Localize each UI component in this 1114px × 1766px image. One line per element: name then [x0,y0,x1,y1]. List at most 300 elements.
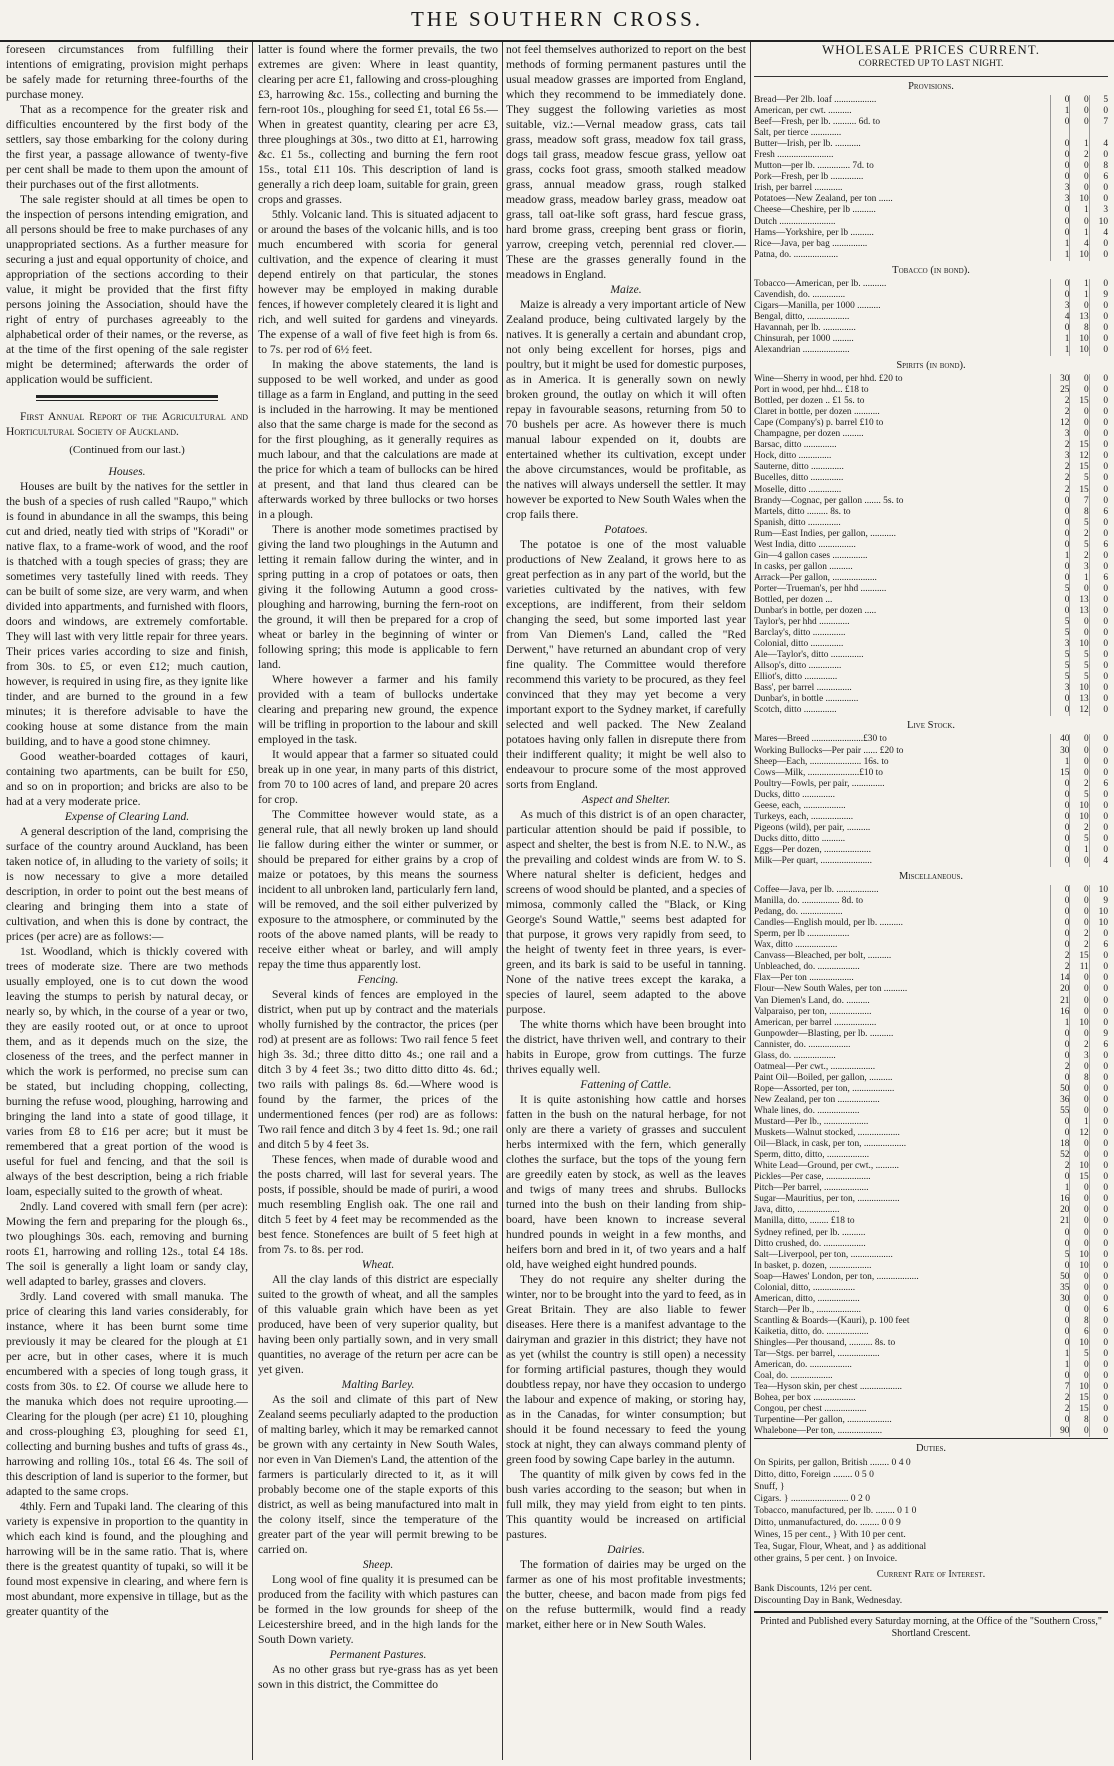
price-row [754,396,1108,407]
price-row [754,639,1108,650]
price-pounds: 0 [1051,1029,1070,1040]
price-item: Gin—4 gallon cases ............... [754,550,868,561]
price-row [754,250,1108,261]
price-pounds: 1 [1051,1018,1070,1029]
price-pounds: 16 [1051,1007,1070,1018]
price-pounds: 1 [1051,1360,1070,1371]
price-pence: 0 [1089,239,1108,250]
price-pence: 0 [1089,661,1108,672]
price-pounds: 5 [1051,628,1070,639]
price-shillings [1070,128,1089,139]
price-shillings: 2 [1070,823,1089,834]
price-pence: 4 [1089,228,1108,239]
price-pence: 0 [1089,1415,1108,1426]
price-item: Wine—Sherry in wood, per hhd. £20 to [754,374,903,385]
price-pence: 0 [1089,1150,1108,1161]
price-shillings: 10 [1070,639,1089,650]
price-pence: 0 [1089,1117,1108,1128]
price-pence: 0 [1089,529,1108,540]
price-pounds: 20 [1051,1205,1070,1216]
duty-line: other grains, 5 per cent. } on Invoice. [754,1553,898,1565]
subheading-aspect: Aspect and Shelter. [581,793,671,806]
price-pence: 0 [1089,562,1108,573]
price-item: Claret in bottle, per dozen ........... [754,407,880,418]
price-row [754,705,1108,716]
paragraph: All the clay lands of this district are especially suited to the growth of wheat, and all the samples of this valuable grain which have been as yet produced, have been of very superior quality, but having been only partially sown, and in very small quantities, no average of the return per acre can be yet given. [258,1273,498,1376]
price-item: Bucelles, ditto .............. [754,473,844,484]
price-shillings: 12 [1070,705,1089,716]
price-item: Chinsurah, per 1000 ......... [754,333,854,344]
price-item: Soap—Hawes' London, per ton, .................. [754,1271,919,1282]
price-table [754,95,1108,261]
price-category-heading: Tobacco (in bond). [892,264,970,276]
price-row [754,1250,1108,1261]
price-shillings: 8 [1070,323,1089,334]
price-pence: 0 [1089,845,1108,856]
price-item: Flax—Per ton ................... [754,973,854,984]
price-row [754,996,1108,1007]
price-item: Colonial, ditto, .................. [754,1282,856,1293]
price-item: Porter—Trueman's, per hhd ........... [754,583,887,594]
column-3 [506,42,746,1760]
price-pounds: 90 [1051,1426,1070,1437]
price-item: Pigeons (wild), per pair, .......... [754,822,871,833]
price-pounds: 3 [1051,683,1070,694]
price-row [754,1062,1108,1073]
price-pence: 0 [1089,518,1108,529]
price-pence: 6 [1089,940,1108,951]
price-shillings: 0 [1070,907,1089,918]
price-item: Bottled, per dozen .. £1 5s. to [754,396,865,407]
duty-line: Cigars. } ........................ 0 2 0 [754,1493,870,1505]
price-pounds: 0 [1051,885,1070,896]
price-pounds: 30 [1051,374,1070,385]
price-pence: 9 [1089,896,1108,907]
subheading-sheep: Sheep. [362,1558,394,1571]
price-shillings: 5 [1070,834,1089,845]
price-row [754,1239,1108,1250]
price-pence: 0 [1089,1250,1108,1261]
price-pounds: 0 [1051,117,1070,128]
price-pence: 6 [1089,779,1108,790]
price-category-heading: Provisions. [908,81,954,92]
price-pounds: 0 [1051,161,1070,172]
duties-heading: Duties. [915,1443,947,1455]
price-pence: 0 [1089,606,1108,617]
price-pence: 0 [1089,334,1108,345]
price-row [754,694,1108,705]
price-item: Martels, ditto ......... 8s. to [754,506,851,517]
price-pence: 0 [1089,194,1108,205]
price-row [754,462,1108,473]
price-pence: 0 [1089,1062,1108,1073]
price-shillings: 8 [1070,1415,1089,1426]
price-shillings: 2 [1070,551,1089,562]
price-pounds: 50 [1051,1084,1070,1095]
price-pounds: 0 [1051,205,1070,216]
paragraph: foreseen circumstances from fulfilling their intentions of emigrating, provision might perhaps be safely made for returning three-fourths of the purchase money. [6,43,248,101]
price-pence: 0 [1089,757,1108,768]
price-pence: 0 [1089,106,1108,117]
price-item: Eggs—Per dozen, .................... [754,844,871,855]
price-shillings: 0 [1070,584,1089,595]
price-shillings: 0 [1070,973,1089,984]
price-shillings: 2 [1070,529,1089,540]
subheading-fencing: Fencing. [357,973,399,986]
price-item: Bass', per barrel ............... [754,683,852,694]
price-item: Manilla, do. ................ 8d. to [754,896,864,907]
price-row [754,485,1108,496]
price-row [754,290,1108,301]
price-pounds: 15 [1051,768,1070,779]
price-pence: 0 [1089,1239,1108,1250]
price-shillings: 6 [1070,1327,1089,1338]
paragraph: The Committee however would state, as a general rule, that all newly broken up land should lie fallow during either the winter or summer, or should be prepared for either grains by a crop of maize or potatoes, by this means the sourness incident to all unbroken land, particularly fern land, will be removed, and the soil either pulverized by exposure to the atmosphere, or comminuted by the roots of the above named plants, will be ready to receive either wheat or barley, and will amply repay the time thus apparently lost. [258,808,498,971]
price-shillings: 10 [1070,345,1089,356]
price-pounds: 0 [1051,529,1070,540]
paragraph: In making the above statements, the land is supposed to be well worked, and under as good tillage as a farm in England, and putting in the seed is included in the harrowing. It may be mentioned also that the same charge is made for the second as for the first ploughing, as it generally requires as much labour, and that the calculations are made at the price for which a team of bullocks can be hired at present, and that land thus cleared can be afterwards worked by three bullocks or two horses in a plough. [258,358,498,521]
paragraph: 2ndly. Land covered with small fern (per acre): Mowing the fern and preparing for the plough 6s., two ploughings 30s. each, removing and burning roots £1, harrowing and rolling 12s., total £4 18s. The soil is generally a light loam or sandy clay, well adapted to barley, grasses and clovers. [6,1200,248,1288]
price-pence: 0 [1089,1393,1108,1404]
price-pence: 0 [1089,929,1108,940]
price-row [754,1018,1108,1029]
price-item: Patna, do. ................... [754,249,839,260]
price-shillings: 0 [1070,1305,1089,1316]
price-item: Colonial, ditto .............. [754,639,844,650]
price-pence: 0 [1089,962,1108,973]
price-pence: 0 [1089,595,1108,606]
price-item: Geese, each, .................. [754,800,846,811]
price-item: Poultry—Fowls, per pair, .............. [754,778,885,789]
price-pounds: 2 [1051,1404,1070,1415]
price-row [754,440,1108,451]
price-row [754,374,1108,385]
price-pounds: 21 [1051,1216,1070,1227]
price-item: Arrack—Per gallon, ................... [754,572,877,583]
price-pounds: 0 [1051,907,1070,918]
price-shillings: 3 [1070,1051,1089,1062]
price-pence: 6 [1089,172,1108,183]
price-pounds: 0 [1051,790,1070,801]
price-item: In casks, per gallon .......... [754,561,853,572]
price-row [754,1095,1108,1106]
column-rule [502,42,503,1760]
paragraph: Good weather-boarded cottages of kauri, containing two apartments, can be built for £50, and so on in proportion; and bricks are also to be had at a very moderate price. [6,750,248,808]
price-item: Scantling & Boards—(Kauri), p. 100 feet [754,1315,910,1326]
price-item: Cape (Company's) p. barrel £10 to [754,418,884,429]
price-pounds: 0 [1051,918,1070,929]
price-row [754,1117,1108,1128]
price-pence: 0 [1089,1426,1108,1437]
price-pence: 0 [1089,345,1108,356]
price-shillings: 0 [1070,1294,1089,1305]
price-shillings: 1 [1070,279,1089,290]
price-item: Mares—Breed ......................£30 to [754,734,887,745]
price-item: Hams—Yorkshire, per lb .......... [754,227,874,238]
price-pence: 0 [1089,312,1108,323]
price-row [754,128,1108,139]
price-row [754,279,1108,290]
price-row [754,650,1108,661]
price-pounds: 0 [1051,834,1070,845]
price-row [754,228,1108,239]
price-item: In basket, p. dozen, .................. [754,1260,872,1271]
price-row [754,1106,1108,1117]
price-shillings: 0 [1070,1183,1089,1194]
price-pence: 0 [1089,1294,1108,1305]
price-row [754,1073,1108,1084]
price-shillings: 10 [1070,812,1089,823]
price-row [754,617,1108,628]
price-item: Tar—Stgs. per barrel, .................. [754,1349,880,1360]
price-pounds: 3 [1051,429,1070,440]
paragraph: 5thly. Volcanic land. This is situated adjacent to or around the bases of the volcanic hills, and is too much encumbered with scoria for general cultivation, and the expence of clearing it must depend entirely on that particular, the stones however may be employed in making durable fences, if however completely cleared it is light and rich, and well suited for gardens and vineyards. The expense of a wall of five feet high is from 6s. to 7s. per rod of 6½ feet. [258,208,498,356]
price-pence: 0 [1089,584,1108,595]
price-pounds: 0 [1051,694,1070,705]
paragraph: not feel themselves authorized to report on the best methods of forming permanent pastures until the usual meadow grasses are imported from England, which they recommend to be immediately done. They suggest the following varieties as most suitable, viz.:—Vernal meadow grass, cats tail grass, meadow soft grass, meadow fox tail grass, dogs tail grass, meadow fescue grass, yellow oat grass, cocks foot grass, smooth stalked meadow grass, annual meadow grass, rough stalked meadow grass, meadow barley grass, meadow oat grass, tall oat-like soft grass, hard fescue grass, hard brome grass, creeping bent grass or fiorin, yarrow, creeping vetch, perennial red clover.—These are the grasses generally found in the meadows in England. [506,43,746,281]
price-shillings: 11 [1070,962,1089,973]
price-shillings: 5 [1070,790,1089,801]
price-item: Barsac, ditto .............. [754,440,837,451]
price-pence: 0 [1089,385,1108,396]
price-row [754,584,1108,595]
price-shillings: 1 [1070,290,1089,301]
price-shillings: 0 [1070,1062,1089,1073]
price-row [754,1382,1108,1393]
price-row [754,628,1108,639]
price-row [754,1084,1108,1095]
price-pence: 0 [1089,984,1108,995]
price-item: Pitch—Per barrel, ................... [754,1183,869,1194]
prices-subtitle: CORRECTED UP TO LAST NIGHT. [858,59,1004,69]
price-pounds: 0 [1051,1327,1070,1338]
paragraph: Long wool of fine quality it is presumed can be produced from the facility with which pastures can be formed in the low grounds for sheep of the Leicestershire breed, and in the high lands for the South Down variety. [258,1573,498,1646]
price-row [754,1194,1108,1205]
price-table [754,734,1108,867]
price-row [754,301,1108,312]
price-pounds: 0 [1051,812,1070,823]
price-item: Starch—Per lb., ................... [754,1304,862,1315]
price-pounds: 30 [1051,1294,1070,1305]
price-pounds: 2 [1051,462,1070,473]
price-shillings: 0 [1070,768,1089,779]
price-pounds: 0 [1051,856,1070,867]
price-item: Allsop's, ditto .............. [754,661,842,672]
paragraph: 3rdly. Land covered with small manuka. The price of clearing this land varies considerably, for instance, where it has been burnt some time previously it may be cleared for the plough at £1 per acre, but in other cases, where it is much encumbered with a species of long tough grass, it costs from 30s. to £2. Of course we allude here to the manuka which does not require uprooting.—Clearing for the plough (per acre) £1 10, ploughing and cross-ploughing £3, ploughing for seed £1, collecting and burning bushes and tufts of grass 4s., harrowing and rolling 10s., total £6 4s. The soil of this description of land is superior to the former, but adapted to the same crops. [6,1290,248,1498]
price-shillings: 0 [1070,896,1089,907]
price-pence: 0 [1089,1172,1108,1183]
price-shillings: 13 [1070,606,1089,617]
price-row [754,106,1108,117]
price-row [754,661,1108,672]
price-pence: 0 [1089,1261,1108,1272]
price-item: Congou, per chest .................. [754,1404,867,1415]
price-pence: 0 [1089,639,1108,650]
price-category-heading: Live Stock. [906,720,956,732]
price-pounds: 0 [1051,279,1070,290]
price-shillings: 1 [1070,139,1089,150]
price-pounds: 0 [1051,1073,1070,1084]
price-pence: 10 [1089,918,1108,929]
price-shillings: 0 [1070,1007,1089,1018]
price-shillings: 15 [1070,440,1089,451]
price-shillings: 1 [1070,845,1089,856]
price-pence: 0 [1089,1404,1108,1415]
price-item: Wax, ditto .................. [754,940,838,951]
price-pounds: 55 [1051,1106,1070,1117]
price-pounds: 0 [1051,845,1070,856]
price-shillings: 0 [1070,106,1089,117]
price-pounds: 0 [1051,150,1070,161]
duty-line: Snuff, } [754,1481,785,1493]
price-pounds: 0 [1051,1316,1070,1327]
price-row [754,1172,1108,1183]
price-pounds: 5 [1051,584,1070,595]
price-shillings: 8 [1070,1316,1089,1327]
price-row [754,1261,1108,1272]
price-shillings: 7 [1070,496,1089,507]
price-pence: 3 [1089,205,1108,216]
price-shillings: 10 [1070,1161,1089,1172]
price-item: Pickles—Per case, ................... [754,1172,871,1183]
column-2 [258,42,498,1760]
price-row [754,962,1108,973]
price-pence: 6 [1089,1305,1108,1316]
price-item: Ducks ditto, ditto .......... [754,833,846,844]
price-pence: 0 [1089,1228,1108,1239]
price-shillings: 10 [1070,250,1089,261]
price-shillings: 10 [1070,683,1089,694]
price-row [754,473,1108,484]
price-row [754,1051,1108,1062]
price-shillings: 15 [1070,1404,1089,1415]
price-row [754,1040,1108,1051]
price-pounds: 0 [1051,606,1070,617]
prices-divider [754,1438,1108,1439]
paragraph: It is quite astonishing how cattle and horses fatten in the bush on the natural herbage, for not only are there a variety of grasses and succulent herbs intermixed with the fern, which generally clothes the surface, but the tops of the young fern are greedily eaten by stock, as well as the leaves and twigs of many trees and shrubs. Bullocks turned into the bush on their landing from ship-board, have been known to increase several hundred pounds in weight in a few months, and heifers born and bred in it, of two years and a half old, have weighed eight hundred pounds. [506,1093,746,1271]
price-shillings: 10 [1070,1018,1089,1029]
price-row [754,172,1108,183]
price-item: White Lead—Ground, per cwt., .......... [754,1161,900,1172]
price-shillings: 0 [1070,1239,1089,1250]
price-pounds: 0 [1051,323,1070,334]
price-pence: 0 [1089,973,1108,984]
subheading-wheat: Wheat. [361,1258,395,1271]
price-pounds: 0 [1051,1051,1070,1062]
paragraph: There is another mode sometimes practised by giving the land two ploughings in the Autumn and letting it remain fallow during the winter, and in spring putting in a crop of potatoes or oats, then giving it the following Autumn a good cross-ploughing and harrowing, burning the fern-root on the ground, it will then be prepared for a crop of wheat or barley in the beginning of winter or following spring; this mode is applicable to fern land. [258,523,498,671]
price-row [754,183,1108,194]
price-shillings: 0 [1070,856,1089,867]
price-pence: 0 [1089,1194,1108,1205]
price-pence: 0 [1089,1272,1108,1283]
price-item: Sugar—Mauritius, per ton, .................. [754,1194,900,1205]
price-item: Working Bullocks—Per pair ...... £20 to [754,745,904,756]
subheading-potatoes: Potatoes. [604,523,648,536]
price-row [754,973,1108,984]
price-shillings: 0 [1070,1228,1089,1239]
price-row [754,551,1108,562]
price-item: American, ditto, .................. [754,1293,860,1304]
price-row [754,1305,1108,1316]
price-shillings: 10 [1070,334,1089,345]
price-row [754,1216,1108,1227]
price-pounds: 5 [1051,661,1070,672]
price-pounds: 0 [1051,540,1070,551]
price-shillings: 12 [1070,1128,1089,1139]
paragraph: 4thly. Fern and Tupaki land. The clearing of this variety is expensive in proportion to the quantity in which each kind is found, and the ploughing and harrowing will be in the same ratio. That is, where there is the greatest quantity of tupaki, so will it be found most expensive in clearing, and where fern is most abundant, more expensive in tillage, but as the greater quantity of the [6,1500,248,1618]
price-pounds: 5 [1051,617,1070,628]
price-pence: 0 [1089,323,1108,334]
price-pence: 0 [1089,1382,1108,1393]
price-shillings: 0 [1070,628,1089,639]
price-shillings: 0 [1070,1106,1089,1117]
paragraph: Maize is already a very important article of New Zealand produce, being cultivated largely by the natives. It is generally a certain and abundant crop, not only being excellent for horses, pigs and poultry, but it might be used for domestic purposes, as in America. It is generally sown on newly broken ground, the outlay on which it will often repay in favourable seasons, returning from 50 to 70 bushels per acre. As however there is much manual labour expended on it, doubts are entertained whether its cultivation, except under the above circumstances, would be profitable, as the natives will always undersell the settler. It may however be exported to New South Wales when the crop fails there. [506,298,746,521]
price-item: Tobacco—American, per lb. .......... [754,278,887,289]
price-pence: 6 [1089,573,1108,584]
price-item: Cavendish, do. .............. [754,289,846,300]
price-row [754,801,1108,812]
price-shillings: 15 [1070,462,1089,473]
price-row [754,385,1108,396]
price-pounds: 3 [1051,194,1070,205]
paragraph: The white thorns which have been brought into the district, have thriven well, and contrary to their habits in Europe, grow from cuttings. The furze thrives equally well. [506,1018,746,1076]
price-pounds: 1 [1051,106,1070,117]
price-row [754,606,1108,617]
price-row [754,1007,1108,1018]
price-pence: 0 [1089,485,1108,496]
price-shillings: 0 [1070,172,1089,183]
price-pence: 0 [1089,1007,1108,1018]
price-pounds: 25 [1051,385,1070,396]
price-pounds: 40 [1051,734,1070,745]
price-shillings: 0 [1070,1139,1089,1150]
price-shillings: 0 [1070,407,1089,418]
price-pounds: 21 [1051,996,1070,1007]
price-pence: 9 [1089,1029,1108,1040]
price-shillings: 15 [1070,951,1089,962]
price-pounds: 2 [1051,962,1070,973]
price-pounds: 1 [1051,334,1070,345]
price-shillings: 10 [1070,194,1089,205]
paragraph: Several kinds of fences are employed in the district, when put up by contract and the materials wholly furnished by the contractor, the prices (per rod) at present are as follows: Two rail fence 5 feet high 3s. 3d.; three ditto ditto 4s.; one rail and a ditch 3 by 4 feet 3s.; two ditto ditto ditto 4s. 6d.; two rails with palings 8s. 6d.—Where wood is found by the farmer, the prices of the undermentioned fences (per rod) are as follows: Two rail fence and ditch 3 by 4 feet 1s. 9d.; one rail and ditch 5 by 4 feet 3s. [258,988,498,1151]
price-item: Irish, per barrel ............ [754,183,843,194]
column-rule [750,42,751,1760]
price-shillings: 15 [1070,396,1089,407]
price-shillings: 10 [1070,1261,1089,1272]
price-pounds: 30 [1051,746,1070,757]
price-pounds: 0 [1051,1128,1070,1139]
price-row [754,407,1108,418]
price-shillings: 0 [1070,918,1089,929]
price-pence: 0 [1089,407,1108,418]
price-pounds: 0 [1051,1172,1070,1183]
price-pounds: 0 [1051,1228,1070,1239]
price-pounds [1051,128,1070,139]
price-row [754,929,1108,940]
price-pence: 0 [1089,1216,1108,1227]
price-pence: 0 [1089,279,1108,290]
price-item: New Zealand, per ton .................. [754,1094,880,1105]
price-pounds: 7 [1051,1382,1070,1393]
price-pounds: 36 [1051,1095,1070,1106]
price-pence: 0 [1089,250,1108,261]
price-row [754,1205,1108,1216]
price-item: Whalebone—Per ton, ................... [754,1426,883,1437]
price-pence: 0 [1089,1360,1108,1371]
price-pounds: 52 [1051,1150,1070,1161]
paragraph: A general description of the land, comprising the surface of the country around Auckland, has been taken notice of, in alluding to the variety of soils; it is now necessary to give a more detailed description, in order to point out the best means of clearing and bringing them into a state of cultivation, and when this is done by contract, the prices (per acre) are as follows:— [6,825,248,943]
price-row [754,1393,1108,1404]
